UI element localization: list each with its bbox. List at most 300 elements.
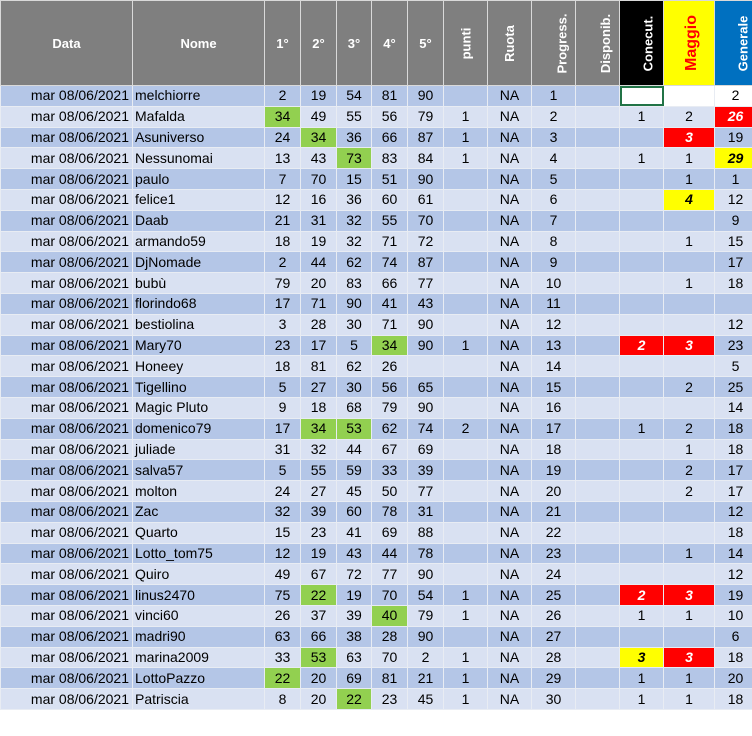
- cell-num-2[interactable]: 37: [301, 605, 337, 626]
- cell-num-4[interactable]: 33: [372, 460, 408, 481]
- cell-nome[interactable]: paulo: [133, 169, 265, 190]
- cell-num-4[interactable]: 56: [372, 377, 408, 398]
- cell-num-5[interactable]: 79: [408, 106, 444, 127]
- cell-nome[interactable]: Zac: [133, 501, 265, 522]
- cell-punti[interactable]: [444, 252, 488, 273]
- cell-data[interactable]: mar 08/06/2021: [1, 127, 133, 148]
- cell-data[interactable]: mar 08/06/2021: [1, 668, 133, 689]
- cell-nome[interactable]: Daab: [133, 210, 265, 231]
- cell-punti[interactable]: [444, 169, 488, 190]
- cell-punti[interactable]: [444, 210, 488, 231]
- cell-conecut[interactable]: [620, 397, 664, 418]
- cell-conecut[interactable]: [620, 439, 664, 460]
- col-header-2[interactable]: 2°: [301, 1, 337, 86]
- cell-disponib[interactable]: [576, 543, 620, 564]
- cell-data[interactable]: mar 08/06/2021: [1, 169, 133, 190]
- cell-num-4[interactable]: 71: [372, 231, 408, 252]
- cell-nome[interactable]: armando59: [133, 231, 265, 252]
- cell-conecut[interactable]: [620, 522, 664, 543]
- cell-nome[interactable]: juliade: [133, 439, 265, 460]
- cell-generale[interactable]: 18: [715, 418, 752, 439]
- cell-num-3[interactable]: 38: [337, 626, 372, 647]
- cell-disponib[interactable]: [576, 418, 620, 439]
- cell-generale[interactable]: 14: [715, 543, 752, 564]
- cell-num-3[interactable]: 68: [337, 397, 372, 418]
- cell-num-4[interactable]: 55: [372, 210, 408, 231]
- cell-punti[interactable]: [444, 439, 488, 460]
- cell-nome[interactable]: felice1: [133, 189, 265, 210]
- cell-punti[interactable]: [444, 273, 488, 294]
- cell-num-5[interactable]: 45: [408, 689, 444, 710]
- cell-disponib[interactable]: [576, 605, 620, 626]
- cell-disponib[interactable]: [576, 86, 620, 107]
- cell-num-3[interactable]: 59: [337, 460, 372, 481]
- cell-num-3[interactable]: 30: [337, 377, 372, 398]
- cell-data[interactable]: mar 08/06/2021: [1, 356, 133, 377]
- cell-ruota[interactable]: NA: [488, 377, 532, 398]
- cell-punti[interactable]: 1: [444, 647, 488, 668]
- cell-num-2[interactable]: 49: [301, 106, 337, 127]
- cell-num-3[interactable]: 44: [337, 439, 372, 460]
- cell-ruota[interactable]: NA: [488, 626, 532, 647]
- cell-data[interactable]: mar 08/06/2021: [1, 397, 133, 418]
- cell-num-1[interactable]: 18: [265, 231, 301, 252]
- cell-ruota[interactable]: NA: [488, 543, 532, 564]
- cell-ruota[interactable]: NA: [488, 647, 532, 668]
- cell-nome[interactable]: Quarto: [133, 522, 265, 543]
- cell-progress[interactable]: 26: [532, 605, 576, 626]
- cell-data[interactable]: mar 08/06/2021: [1, 293, 133, 314]
- cell-num-5[interactable]: 79: [408, 605, 444, 626]
- cell-nome[interactable]: vinci60: [133, 605, 265, 626]
- cell-punti[interactable]: [444, 501, 488, 522]
- cell-progress[interactable]: 13: [532, 335, 576, 356]
- cell-num-1[interactable]: 18: [265, 356, 301, 377]
- cell-num-4[interactable]: 67: [372, 439, 408, 460]
- cell-nome[interactable]: madri90: [133, 626, 265, 647]
- col-header-5[interactable]: 5°: [408, 1, 444, 86]
- cell-num-3[interactable]: 15: [337, 169, 372, 190]
- cell-num-3[interactable]: 69: [337, 668, 372, 689]
- cell-progress[interactable]: 14: [532, 356, 576, 377]
- cell-maggio[interactable]: 3: [664, 585, 715, 606]
- cell-num-5[interactable]: 77: [408, 481, 444, 502]
- cell-generale[interactable]: 12: [715, 314, 752, 335]
- cell-punti[interactable]: [444, 397, 488, 418]
- cell-ruota[interactable]: NA: [488, 210, 532, 231]
- cell-num-1[interactable]: 24: [265, 481, 301, 502]
- cell-progress[interactable]: 22: [532, 522, 576, 543]
- cell-num-5[interactable]: 84: [408, 148, 444, 169]
- cell-nome[interactable]: DjNomade: [133, 252, 265, 273]
- cell-num-1[interactable]: 31: [265, 439, 301, 460]
- cell-num-3[interactable]: 63: [337, 647, 372, 668]
- cell-disponib[interactable]: [576, 252, 620, 273]
- cell-ruota[interactable]: NA: [488, 86, 532, 107]
- cell-conecut[interactable]: [620, 169, 664, 190]
- cell-generale[interactable]: 14: [715, 397, 752, 418]
- cell-maggio[interactable]: 1: [664, 439, 715, 460]
- cell-progress[interactable]: 3: [532, 127, 576, 148]
- cell-progress[interactable]: 16: [532, 397, 576, 418]
- cell-generale[interactable]: 6: [715, 626, 752, 647]
- cell-progress[interactable]: 21: [532, 501, 576, 522]
- cell-num-3[interactable]: 32: [337, 210, 372, 231]
- cell-maggio[interactable]: 1: [664, 543, 715, 564]
- cell-num-5[interactable]: 90: [408, 397, 444, 418]
- cell-generale[interactable]: 26: [715, 106, 752, 127]
- cell-num-2[interactable]: 22: [301, 585, 337, 606]
- cell-progress[interactable]: 19: [532, 460, 576, 481]
- col-header-disponib[interactable]: [576, 1, 620, 86]
- cell-nome[interactable]: Quiro: [133, 564, 265, 585]
- cell-disponib[interactable]: [576, 127, 620, 148]
- cell-num-3[interactable]: 55: [337, 106, 372, 127]
- cell-num-1[interactable]: 17: [265, 293, 301, 314]
- cell-conecut[interactable]: [620, 356, 664, 377]
- cell-num-2[interactable]: 20: [301, 668, 337, 689]
- cell-ruota[interactable]: NA: [488, 397, 532, 418]
- cell-ruota[interactable]: NA: [488, 481, 532, 502]
- cell-num-2[interactable]: 34: [301, 127, 337, 148]
- cell-data[interactable]: mar 08/06/2021: [1, 273, 133, 294]
- cell-num-3[interactable]: 73: [337, 148, 372, 169]
- cell-generale[interactable]: 15: [715, 231, 752, 252]
- cell-ruota[interactable]: NA: [488, 252, 532, 273]
- cell-conecut[interactable]: [620, 210, 664, 231]
- cell-num-3[interactable]: 45: [337, 481, 372, 502]
- cell-ruota[interactable]: NA: [488, 460, 532, 481]
- cell-ruota[interactable]: NA: [488, 127, 532, 148]
- cell-nome[interactable]: Tigellino: [133, 377, 265, 398]
- cell-num-4[interactable]: 56: [372, 106, 408, 127]
- cell-nome[interactable]: LottoPazzo: [133, 668, 265, 689]
- cell-data[interactable]: mar 08/06/2021: [1, 252, 133, 273]
- cell-num-3[interactable]: 72: [337, 564, 372, 585]
- cell-ruota[interactable]: NA: [488, 273, 532, 294]
- cell-num-5[interactable]: 61: [408, 189, 444, 210]
- cell-ruota[interactable]: NA: [488, 585, 532, 606]
- cell-num-4[interactable]: 81: [372, 86, 408, 107]
- cell-num-4[interactable]: 40: [372, 605, 408, 626]
- cell-conecut[interactable]: [620, 460, 664, 481]
- cell-num-5[interactable]: 90: [408, 314, 444, 335]
- cell-data[interactable]: mar 08/06/2021: [1, 210, 133, 231]
- cell-num-1[interactable]: 8: [265, 689, 301, 710]
- cell-disponib[interactable]: [576, 626, 620, 647]
- cell-disponib[interactable]: [576, 231, 620, 252]
- cell-disponib[interactable]: [576, 397, 620, 418]
- cell-progress[interactable]: 30: [532, 689, 576, 710]
- cell-conecut[interactable]: [620, 127, 664, 148]
- cell-maggio[interactable]: [664, 564, 715, 585]
- cell-generale[interactable]: 23: [715, 335, 752, 356]
- cell-num-4[interactable]: 50: [372, 481, 408, 502]
- cell-num-4[interactable]: 70: [372, 647, 408, 668]
- cell-data[interactable]: mar 08/06/2021: [1, 543, 133, 564]
- cell-num-4[interactable]: 26: [372, 356, 408, 377]
- cell-conecut[interactable]: [620, 231, 664, 252]
- cell-num-5[interactable]: 43: [408, 293, 444, 314]
- cell-generale[interactable]: 29: [715, 148, 752, 169]
- cell-generale[interactable]: 19: [715, 585, 752, 606]
- cell-num-5[interactable]: 70: [408, 210, 444, 231]
- cell-data[interactable]: mar 08/06/2021: [1, 605, 133, 626]
- cell-generale[interactable]: 12: [715, 564, 752, 585]
- cell-progress[interactable]: 24: [532, 564, 576, 585]
- cell-num-1[interactable]: 13: [265, 148, 301, 169]
- cell-data[interactable]: mar 08/06/2021: [1, 189, 133, 210]
- cell-num-1[interactable]: 5: [265, 377, 301, 398]
- cell-num-2[interactable]: 16: [301, 189, 337, 210]
- cell-maggio[interactable]: 3: [664, 127, 715, 148]
- cell-num-2[interactable]: 66: [301, 626, 337, 647]
- cell-punti[interactable]: 1: [444, 585, 488, 606]
- cell-maggio[interactable]: 1: [664, 169, 715, 190]
- cell-conecut[interactable]: [620, 626, 664, 647]
- cell-nome[interactable]: salva57: [133, 460, 265, 481]
- cell-maggio[interactable]: 2: [664, 460, 715, 481]
- cell-progress[interactable]: 7: [532, 210, 576, 231]
- cell-data[interactable]: mar 08/06/2021: [1, 585, 133, 606]
- cell-ruota[interactable]: NA: [488, 335, 532, 356]
- cell-punti[interactable]: [444, 231, 488, 252]
- col-header-punti[interactable]: [444, 1, 488, 86]
- cell-ruota[interactable]: NA: [488, 148, 532, 169]
- cell-nome[interactable]: marina2009: [133, 647, 265, 668]
- cell-num-5[interactable]: 54: [408, 585, 444, 606]
- cell-num-2[interactable]: 19: [301, 86, 337, 107]
- cell-maggio[interactable]: [664, 293, 715, 314]
- cell-maggio[interactable]: [664, 522, 715, 543]
- cell-nome[interactable]: bubù: [133, 273, 265, 294]
- cell-punti[interactable]: 1: [444, 668, 488, 689]
- cell-punti[interactable]: [444, 564, 488, 585]
- cell-data[interactable]: mar 08/06/2021: [1, 647, 133, 668]
- cell-disponib[interactable]: [576, 273, 620, 294]
- cell-num-3[interactable]: 22: [337, 689, 372, 710]
- cell-maggio[interactable]: 1: [664, 231, 715, 252]
- cell-num-3[interactable]: 54: [337, 86, 372, 107]
- cell-data[interactable]: mar 08/06/2021: [1, 460, 133, 481]
- cell-num-3[interactable]: 62: [337, 356, 372, 377]
- cell-conecut[interactable]: [620, 481, 664, 502]
- col-header-progress[interactable]: [532, 1, 576, 86]
- cell-progress[interactable]: 10: [532, 273, 576, 294]
- cell-num-1[interactable]: 26: [265, 605, 301, 626]
- cell-num-2[interactable]: 31: [301, 210, 337, 231]
- cell-num-3[interactable]: 5: [337, 335, 372, 356]
- cell-ruota[interactable]: NA: [488, 522, 532, 543]
- cell-generale[interactable]: 17: [715, 481, 752, 502]
- cell-conecut[interactable]: [620, 564, 664, 585]
- cell-punti[interactable]: [444, 522, 488, 543]
- cell-num-1[interactable]: 75: [265, 585, 301, 606]
- cell-maggio[interactable]: [664, 501, 715, 522]
- cell-num-1[interactable]: 22: [265, 668, 301, 689]
- cell-num-2[interactable]: 18: [301, 397, 337, 418]
- cell-conecut[interactable]: 2: [620, 335, 664, 356]
- cell-generale[interactable]: 18: [715, 439, 752, 460]
- cell-punti[interactable]: [444, 189, 488, 210]
- cell-generale[interactable]: 25: [715, 377, 752, 398]
- cell-maggio[interactable]: [664, 356, 715, 377]
- cell-num-3[interactable]: 19: [337, 585, 372, 606]
- cell-conecut[interactable]: [620, 252, 664, 273]
- cell-generale[interactable]: 18: [715, 522, 752, 543]
- cell-ruota[interactable]: NA: [488, 356, 532, 377]
- cell-generale[interactable]: [715, 293, 752, 314]
- cell-nome[interactable]: bestiolina: [133, 314, 265, 335]
- cell-num-1[interactable]: 49: [265, 564, 301, 585]
- cell-num-1[interactable]: 12: [265, 189, 301, 210]
- cell-num-2[interactable]: 71: [301, 293, 337, 314]
- cell-num-4[interactable]: 62: [372, 418, 408, 439]
- col-header-conecut[interactable]: [620, 1, 664, 86]
- cell-data[interactable]: mar 08/06/2021: [1, 86, 133, 107]
- cell-data[interactable]: mar 08/06/2021: [1, 481, 133, 502]
- cell-conecut[interactable]: 1: [620, 605, 664, 626]
- cell-progress[interactable]: 25: [532, 585, 576, 606]
- cell-num-1[interactable]: 2: [265, 252, 301, 273]
- cell-progress[interactable]: 23: [532, 543, 576, 564]
- cell-num-1[interactable]: 9: [265, 397, 301, 418]
- col-header-generale[interactable]: [715, 1, 752, 86]
- cell-num-5[interactable]: 2: [408, 647, 444, 668]
- cell-maggio[interactable]: 1: [664, 148, 715, 169]
- cell-progress[interactable]: 20: [532, 481, 576, 502]
- cell-num-4[interactable]: 83: [372, 148, 408, 169]
- cell-conecut[interactable]: [620, 314, 664, 335]
- cell-num-2[interactable]: 67: [301, 564, 337, 585]
- cell-ruota[interactable]: NA: [488, 501, 532, 522]
- cell-maggio[interactable]: [664, 397, 715, 418]
- cell-num-1[interactable]: 15: [265, 522, 301, 543]
- cell-num-1[interactable]: 17: [265, 418, 301, 439]
- cell-punti[interactable]: [444, 377, 488, 398]
- cell-num-4[interactable]: 28: [372, 626, 408, 647]
- cell-num-5[interactable]: 78: [408, 543, 444, 564]
- cell-generale[interactable]: 18: [715, 689, 752, 710]
- col-header-1[interactable]: 1°: [265, 1, 301, 86]
- cell-maggio[interactable]: 1: [664, 668, 715, 689]
- cell-maggio[interactable]: 2: [664, 377, 715, 398]
- cell-maggio[interactable]: [664, 626, 715, 647]
- cell-generale[interactable]: 12: [715, 189, 752, 210]
- cell-num-2[interactable]: 20: [301, 689, 337, 710]
- cell-punti[interactable]: [444, 356, 488, 377]
- cell-num-5[interactable]: 90: [408, 86, 444, 107]
- cell-progress[interactable]: 12: [532, 314, 576, 335]
- cell-disponib[interactable]: [576, 501, 620, 522]
- cell-num-2[interactable]: 27: [301, 481, 337, 502]
- cell-progress[interactable]: 28: [532, 647, 576, 668]
- cell-disponib[interactable]: [576, 106, 620, 127]
- cell-disponib[interactable]: [576, 293, 620, 314]
- cell-num-5[interactable]: 88: [408, 522, 444, 543]
- cell-num-2[interactable]: 32: [301, 439, 337, 460]
- cell-num-3[interactable]: 32: [337, 231, 372, 252]
- cell-maggio[interactable]: 1: [664, 605, 715, 626]
- cell-num-5[interactable]: 69: [408, 439, 444, 460]
- cell-num-5[interactable]: 87: [408, 127, 444, 148]
- cell-punti[interactable]: 1: [444, 127, 488, 148]
- cell-num-1[interactable]: 34: [265, 106, 301, 127]
- cell-conecut[interactable]: 1: [620, 148, 664, 169]
- cell-progress[interactable]: 2: [532, 106, 576, 127]
- cell-num-4[interactable]: 44: [372, 543, 408, 564]
- cell-num-1[interactable]: 7: [265, 169, 301, 190]
- cell-num-4[interactable]: 23: [372, 689, 408, 710]
- cell-data[interactable]: mar 08/06/2021: [1, 439, 133, 460]
- cell-progress[interactable]: 8: [532, 231, 576, 252]
- cell-nome[interactable]: florindo68: [133, 293, 265, 314]
- cell-num-3[interactable]: 36: [337, 127, 372, 148]
- cell-generale[interactable]: 1: [715, 169, 752, 190]
- cell-data[interactable]: mar 08/06/2021: [1, 564, 133, 585]
- cell-conecut[interactable]: [620, 293, 664, 314]
- cell-num-1[interactable]: 5: [265, 460, 301, 481]
- col-header-ruota[interactable]: [488, 1, 532, 86]
- cell-maggio[interactable]: 4: [664, 189, 715, 210]
- cell-disponib[interactable]: [576, 335, 620, 356]
- cell-disponib[interactable]: [576, 460, 620, 481]
- cell-num-5[interactable]: 77: [408, 273, 444, 294]
- cell-maggio[interactable]: 2: [664, 106, 715, 127]
- cell-punti[interactable]: 1: [444, 335, 488, 356]
- cell-progress[interactable]: 29: [532, 668, 576, 689]
- cell-maggio[interactable]: 2: [664, 481, 715, 502]
- cell-num-2[interactable]: 20: [301, 273, 337, 294]
- cell-punti[interactable]: [444, 626, 488, 647]
- cell-conecut[interactable]: 2: [620, 585, 664, 606]
- cell-num-1[interactable]: 63: [265, 626, 301, 647]
- cell-disponib[interactable]: [576, 210, 620, 231]
- cell-num-4[interactable]: 34: [372, 335, 408, 356]
- cell-nome[interactable]: Magic Pluto: [133, 397, 265, 418]
- cell-progress[interactable]: 27: [532, 626, 576, 647]
- cell-generale[interactable]: 5: [715, 356, 752, 377]
- cell-conecut[interactable]: [620, 273, 664, 294]
- cell-conecut[interactable]: [620, 543, 664, 564]
- cell-disponib[interactable]: [576, 377, 620, 398]
- cell-conecut[interactable]: [620, 377, 664, 398]
- cell-nome[interactable]: Honeey: [133, 356, 265, 377]
- cell-maggio[interactable]: [664, 86, 715, 107]
- cell-conecut[interactable]: 1: [620, 689, 664, 710]
- cell-generale[interactable]: 17: [715, 252, 752, 273]
- cell-num-4[interactable]: 81: [372, 668, 408, 689]
- cell-num-2[interactable]: 34: [301, 418, 337, 439]
- cell-disponib[interactable]: [576, 314, 620, 335]
- cell-num-5[interactable]: 39: [408, 460, 444, 481]
- cell-num-5[interactable]: 90: [408, 169, 444, 190]
- cell-ruota[interactable]: NA: [488, 689, 532, 710]
- cell-progress[interactable]: 15: [532, 377, 576, 398]
- cell-disponib[interactable]: [576, 481, 620, 502]
- cell-nome[interactable]: domenico79: [133, 418, 265, 439]
- cell-punti[interactable]: 1: [444, 106, 488, 127]
- cell-num-5[interactable]: 90: [408, 626, 444, 647]
- col-header-3[interactable]: 3°: [337, 1, 372, 86]
- cell-disponib[interactable]: [576, 522, 620, 543]
- cell-data[interactable]: mar 08/06/2021: [1, 314, 133, 335]
- cell-num-4[interactable]: 69: [372, 522, 408, 543]
- cell-num-1[interactable]: 33: [265, 647, 301, 668]
- cell-disponib[interactable]: [576, 169, 620, 190]
- cell-nome[interactable]: Asuniverso: [133, 127, 265, 148]
- cell-num-3[interactable]: 30: [337, 314, 372, 335]
